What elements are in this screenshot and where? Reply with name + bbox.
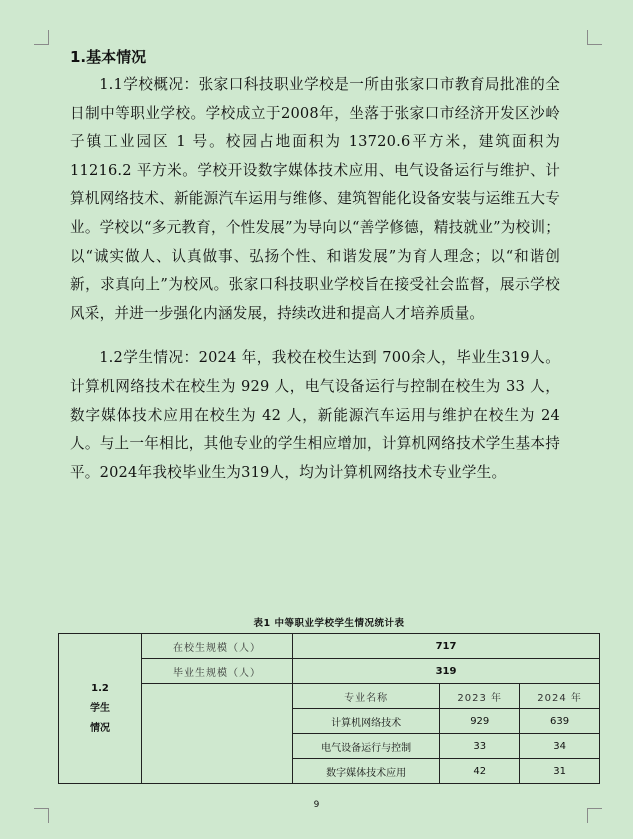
crop-mark-top-right bbox=[587, 30, 602, 45]
enrolled-value: 717 bbox=[293, 634, 600, 659]
section-heading: 1.基本情况 bbox=[70, 48, 147, 66]
value-2024: 34 bbox=[520, 734, 600, 759]
row-header-line: 情况 bbox=[90, 722, 110, 734]
col-header-major: 专业名称 bbox=[293, 684, 440, 709]
graduates-label: 毕业生规模（人） bbox=[142, 659, 293, 684]
row-header-line: 学生 bbox=[90, 702, 110, 714]
crop-mark-top-left bbox=[34, 30, 49, 45]
value-2023: 929 bbox=[440, 709, 520, 734]
enrolled-label: 在校生规模（人） bbox=[142, 634, 293, 659]
row-header-cell bbox=[59, 634, 142, 784]
value-2024: 639 bbox=[520, 709, 600, 734]
table-row bbox=[59, 634, 600, 659]
school-overview-paragraph: 1.1学校概况：张家口科技职业学校是一所由张家口市教育局批准的全日制中等职业学校。学校成立于2008年，坐落于张家口市经济开发区沙岭子镇工业园区 1 号。校园占地面积为 13720.6平方米，建筑面积为 11216.2 平方米。学校开设数字媒体技术应用、电气设备运行与维护、计算机网络技术、新能源汽车运用与维修、建筑智能化设备安装与运维五大专业。学校以“多元教育，个性发展”为导向以“善学修德，精技就业”为校训；以“诚实做人、认真做事、弘扬个性、和谐发展”为育人理念；以“和谐创新，求真向上”为校风。张家口科技职业学校旨在接受社会监督，展示学校风采，并进一步强化内涵发展，持续改进和提高人才培养质量。 bbox=[70, 76, 560, 322]
crop-mark-bottom-right bbox=[587, 808, 602, 823]
col-header-2024: 2024 年 bbox=[520, 684, 600, 709]
major-name: 电气设备运行与控制 bbox=[293, 734, 440, 759]
major-name: 数字媒体技术应用 bbox=[293, 759, 440, 784]
value-2023: 33 bbox=[440, 734, 520, 759]
value-2024: 31 bbox=[520, 759, 600, 784]
student-stats-table bbox=[58, 633, 600, 784]
page-number: 9 bbox=[313, 800, 320, 810]
crop-mark-bottom-left bbox=[34, 808, 49, 823]
student-situation-paragraph: 1.2学生情况：2024 年，我校在校生达到 700余人，毕业生319人。计算机网络技术在校生为 929 人，电气设备运行与控制在校生为 33 人，数字媒体技术应用在校生为 42 人，新能源汽车运用与维护在校生为 24 人。与上一年相比，其他专业的学生相应增加，计算机网络技术学生基本持平。2024年我校毕业生为319人，均为计算机网络技术专业学生。 bbox=[70, 349, 560, 481]
col-header-2023: 2023 年 bbox=[440, 684, 520, 709]
table-title: 表1 中等职业学校学生情况统计表 bbox=[253, 618, 405, 629]
row-header-line: 1.2 bbox=[91, 682, 109, 694]
empty-cell bbox=[142, 684, 293, 784]
document-body bbox=[70, 40, 560, 487]
graduates-value: 319 bbox=[293, 659, 600, 684]
major-name: 计算机网络技术 bbox=[293, 709, 440, 734]
value-2023: 42 bbox=[440, 759, 520, 784]
